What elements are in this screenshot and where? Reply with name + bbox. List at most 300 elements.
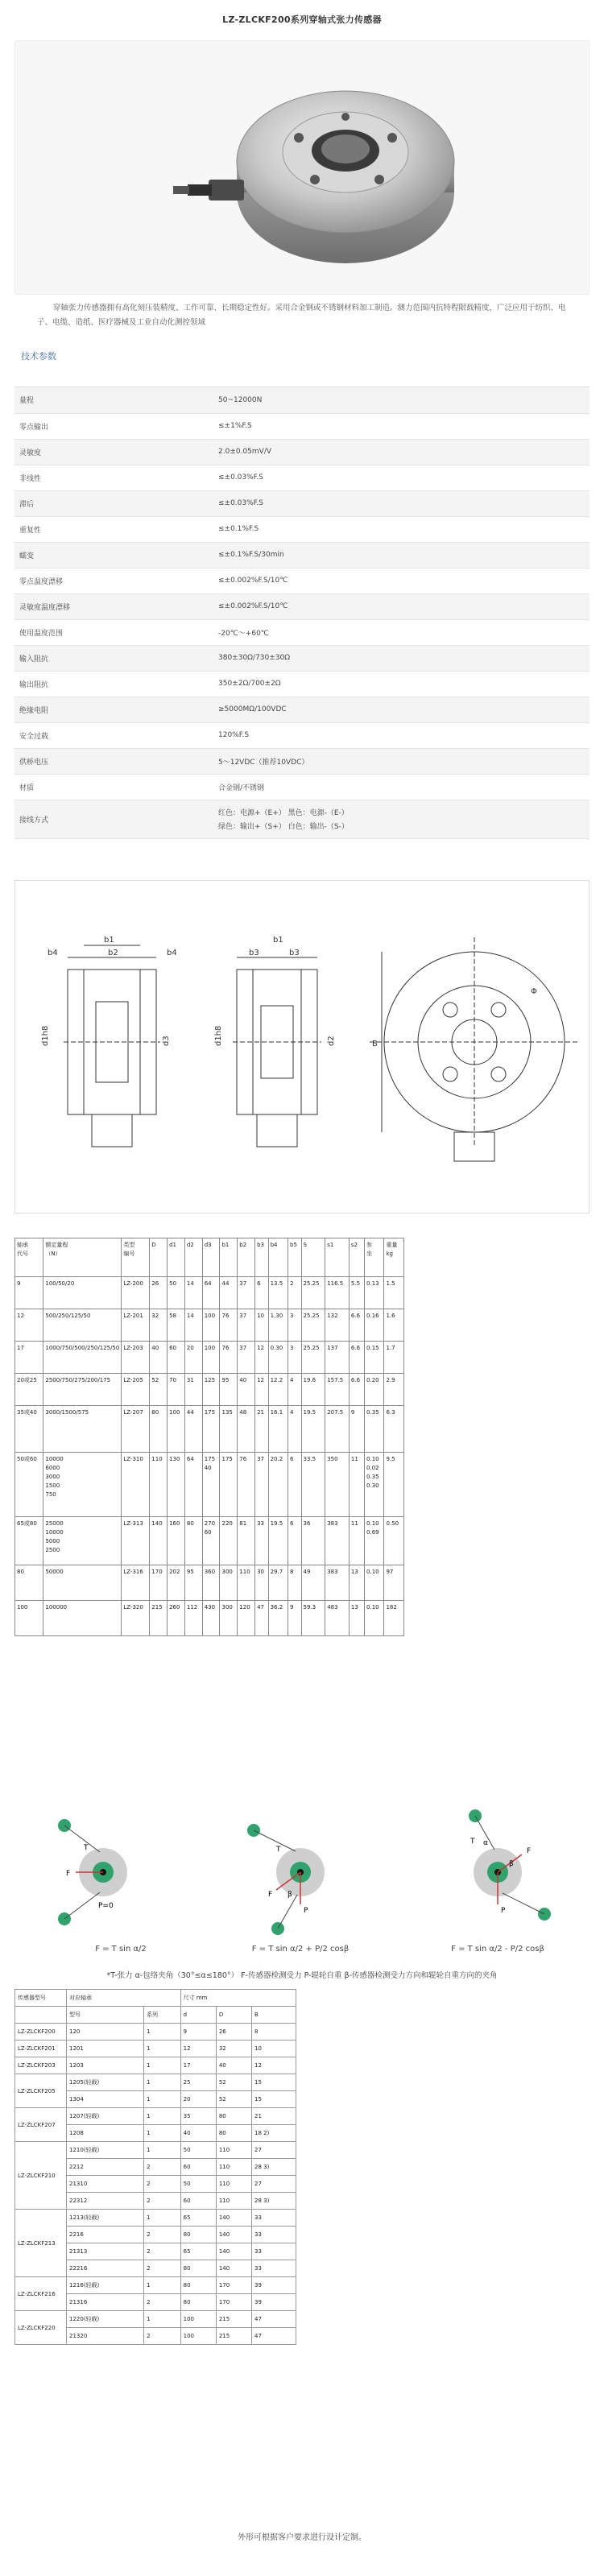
models-cell: 1213(轻载) xyxy=(67,2210,144,2227)
dims-cell: 36 xyxy=(301,1517,325,1565)
spec-row xyxy=(14,490,590,516)
dims-cell: 1.7 xyxy=(384,1342,404,1374)
models-cell: 2 xyxy=(144,2294,181,2311)
dims-cell: 202 xyxy=(168,1565,185,1601)
dims-cell: LZ-203 xyxy=(122,1342,150,1374)
dims-cell: 130 xyxy=(168,1453,185,1517)
dims-cell: 31 xyxy=(184,1374,202,1406)
models-subheader-cell: B xyxy=(252,2007,296,2024)
dims-cell: 95 xyxy=(220,1374,238,1406)
dims-cell: 6.3 xyxy=(384,1406,404,1453)
spec-row xyxy=(14,413,590,439)
models-cell: 140 xyxy=(216,2210,251,2227)
spec-label: 接线方式 xyxy=(14,800,213,838)
dims-cell: 76 xyxy=(238,1453,255,1517)
dims-cell: 65或80 xyxy=(15,1517,43,1565)
dims-cell: 13 xyxy=(349,1601,364,1636)
models-cell: 18 2) xyxy=(252,2125,296,2142)
dim-d1h8-left: d1h8 xyxy=(41,1025,50,1046)
force-caption-2: F = T sin α/2 + P/2 cosβ xyxy=(251,1945,350,1954)
dims-header-cell: d3 xyxy=(202,1238,220,1277)
models-cell: 110 xyxy=(216,2142,251,2159)
models-cell: 170 xyxy=(216,2294,251,2311)
models-cell: 33 xyxy=(252,2210,296,2227)
models-cell: 15 xyxy=(252,2074,296,2091)
dims-cell: 0.16 xyxy=(365,1309,384,1342)
footer-note: 外形可根据客户要求进行设计定制。 xyxy=(238,2533,366,2542)
dims-cell: 58 xyxy=(168,1309,185,1342)
dim-B: B xyxy=(372,1040,378,1048)
dims-cell: 500/250/125/50 xyxy=(43,1309,122,1342)
dims-cell: 175 xyxy=(220,1453,238,1517)
dims-cell: 0.30 xyxy=(268,1342,288,1374)
spec-label: 安全过载 xyxy=(14,722,213,748)
dims-cell: 32 xyxy=(150,1309,168,1342)
dims-cell: 100 xyxy=(202,1342,220,1374)
dims-cell: 2 xyxy=(288,1277,301,1309)
dim-b3-b: b3 xyxy=(289,949,300,957)
dims-cell: 100/50/20 xyxy=(43,1277,122,1309)
dimension-drawing xyxy=(14,880,590,1214)
models-cell: 1 xyxy=(144,2091,181,2108)
models-cell: 21313 xyxy=(67,2243,144,2260)
dims-cell: 80 xyxy=(15,1565,43,1601)
dim-b1-left: b1 xyxy=(104,936,114,945)
dims-row xyxy=(15,1565,404,1601)
dims-cell: 207.5 xyxy=(325,1406,350,1453)
dims-cell: 29.7 xyxy=(268,1565,288,1601)
dims-cell: 0.10 xyxy=(365,1565,384,1601)
models-cell: 1 xyxy=(144,2108,181,2125)
spec-value: 2.0±0.05mV/V xyxy=(213,439,590,465)
models-cell: 1216(轻载) xyxy=(67,2277,144,2294)
models-cell: 21320 xyxy=(67,2328,144,2345)
spec-value: ≤±0.03%F.S xyxy=(213,490,590,516)
dims-cell: 2.9 xyxy=(384,1374,404,1406)
dims-cell: 40 xyxy=(238,1374,255,1406)
dims-cell: 175 40 xyxy=(202,1453,220,1517)
models-cell: 40 xyxy=(216,2057,251,2074)
spec-value: ≤±0.03%F.S xyxy=(213,465,590,490)
spec-value: -20℃～+60℃ xyxy=(213,619,590,645)
spec-row xyxy=(14,568,590,593)
dims-cell: 12.2 xyxy=(268,1374,288,1406)
dims-cell: 120 xyxy=(238,1601,255,1636)
dims-cell: 11 xyxy=(349,1453,364,1517)
models-cell: 27 xyxy=(252,2142,296,2159)
dims-cell: 10000 6000 3000 1500 750 xyxy=(43,1453,122,1517)
dims-cell: 0.10 0.02 0.35 0.30 xyxy=(365,1453,384,1517)
dims-cell: 13 xyxy=(349,1565,364,1601)
models-row xyxy=(15,2074,296,2091)
models-cell: 17 xyxy=(180,2057,216,2074)
models-cell: 65 xyxy=(180,2210,216,2227)
dims-cell: 35或40 xyxy=(15,1406,43,1453)
dims-cell: 260 xyxy=(168,1601,185,1636)
models-cell: 2 xyxy=(144,2227,181,2243)
dims-cell: 110 xyxy=(238,1565,255,1601)
dim-d3: d3 xyxy=(162,1036,171,1046)
dims-cell: 26 xyxy=(150,1277,168,1309)
models-sensor-cell: LZ-ZLCKF203 xyxy=(15,2057,67,2074)
dims-cell: 37 xyxy=(238,1342,255,1374)
spec-value: ≤±1%F.S xyxy=(213,413,590,439)
dims-cell: 383 xyxy=(325,1565,350,1601)
models-cell: 1207(轻载) xyxy=(67,2108,144,2125)
model-table xyxy=(14,1989,296,2345)
dims-header-cell: b4 xyxy=(268,1238,288,1277)
dims-row xyxy=(15,1309,404,1342)
models-cell: 1 xyxy=(144,2125,181,2142)
dims-cell: 64 xyxy=(202,1277,220,1309)
dims-row xyxy=(15,1453,404,1517)
models-subheader-cell: D xyxy=(216,2007,251,2024)
dims-row xyxy=(15,1406,404,1453)
spec-label: 非线性 xyxy=(14,465,213,490)
models-cell: 47 xyxy=(252,2311,296,2328)
spec-label: 使用温度范围 xyxy=(14,619,213,645)
dims-header-cell: 轴承 代号 xyxy=(15,1238,43,1277)
spec-row xyxy=(14,722,590,748)
models-cell: 140 xyxy=(216,2227,251,2243)
dims-cell: 0.13 xyxy=(365,1277,384,1309)
dims-cell: 300 xyxy=(220,1601,238,1636)
models-row xyxy=(15,2057,296,2074)
spec-row xyxy=(14,800,590,838)
dims-cell: 9 xyxy=(349,1406,364,1453)
models-cell: 47 xyxy=(252,2328,296,2345)
models-cell: 2 xyxy=(144,2176,181,2193)
dims-cell: 3 xyxy=(288,1342,301,1374)
dims-cell: 8 xyxy=(288,1565,301,1601)
dims-cell: 14 xyxy=(184,1277,202,1309)
spec-row xyxy=(14,697,590,722)
models-cell: 1 xyxy=(144,2210,181,2227)
models-cell: 140 xyxy=(216,2243,251,2260)
fd2-t: T xyxy=(276,1846,281,1854)
dims-header-cell: b2 xyxy=(238,1238,255,1277)
dims-header-cell: 参 坐 xyxy=(365,1238,384,1277)
dims-cell: 49 xyxy=(301,1565,325,1601)
models-row xyxy=(15,2024,296,2041)
dims-cell: 6 xyxy=(288,1453,301,1517)
models-cell: 26 xyxy=(216,2024,251,2041)
models-cell: 65 xyxy=(180,2243,216,2260)
dims-cell: 182 xyxy=(384,1601,404,1636)
models-cell: 10 xyxy=(252,2041,296,2057)
models-sensor-cell: LZ-ZLCKF213 xyxy=(15,2210,67,2277)
models-cell: 52 xyxy=(216,2074,251,2091)
models-cell: 1 xyxy=(144,2024,181,2041)
spec-label: 重复性 xyxy=(14,516,213,542)
dims-header-cell: 重量 kg xyxy=(384,1238,404,1277)
dims-cell: 9 xyxy=(288,1601,301,1636)
models-cell: 2 xyxy=(144,2260,181,2277)
dims-cell: 0.35 xyxy=(365,1406,384,1453)
dims-cell: 76 xyxy=(220,1309,238,1342)
dims-cell: 19.5 xyxy=(268,1517,288,1565)
models-cell: 12 xyxy=(252,2057,296,2074)
models-cell: 110 xyxy=(216,2176,251,2193)
dims-cell: 36.2 xyxy=(268,1601,288,1636)
models-cell: 2 xyxy=(144,2243,181,2260)
dims-header-cell: 类型 编号 xyxy=(122,1238,150,1277)
dims-cell: 59.3 xyxy=(301,1601,325,1636)
models-cell: 1 xyxy=(144,2277,181,2294)
dims-row xyxy=(15,1374,404,1406)
models-subheader-cell xyxy=(15,2007,67,2024)
dims-cell: 2500/750/275/200/175 xyxy=(43,1374,122,1406)
models-sensor-cell: LZ-ZLCKF201 xyxy=(15,2041,67,2057)
dim-b2: b2 xyxy=(108,949,118,957)
dims-cell: 50000 xyxy=(43,1565,122,1601)
dims-cell: 6 xyxy=(255,1277,269,1309)
dims-cell: 360 xyxy=(202,1565,220,1601)
models-cell: 35 xyxy=(180,2108,216,2125)
dims-cell: 14 xyxy=(184,1309,202,1342)
dimension-table xyxy=(14,1238,404,1636)
dims-cell: LZ-316 xyxy=(122,1565,150,1601)
dims-cell: LZ-207 xyxy=(122,1406,150,1453)
dims-cell: 6 xyxy=(288,1517,301,1565)
models-header xyxy=(15,1990,296,2007)
dims-cell: 9 xyxy=(15,1277,43,1309)
spec-value: 合金钢/不锈钢 xyxy=(213,774,590,800)
models-header-cell: 尺寸 mm xyxy=(180,1990,296,2007)
dims-cell: 483 xyxy=(325,1601,350,1636)
spec-label: 绝缘电阻 xyxy=(14,697,213,722)
models-cell: 2 xyxy=(144,2159,181,2176)
models-cell: 110 xyxy=(216,2193,251,2210)
spec-value: ≤±0.1%F.S/30min xyxy=(213,542,590,568)
dims-cell: 81 xyxy=(238,1517,255,1565)
dims-cell: 20.2 xyxy=(268,1453,288,1517)
models-cell: 1 xyxy=(144,2057,181,2074)
fd1-f: F xyxy=(66,1870,71,1878)
dims-cell: LZ-205 xyxy=(122,1374,150,1406)
models-cell: 33 xyxy=(252,2243,296,2260)
models-cell: 39 xyxy=(252,2277,296,2294)
dims-cell: 37 xyxy=(255,1453,269,1517)
tab-specs[interactable]: 技术参数 xyxy=(21,351,56,362)
dims-cell: 350 xyxy=(325,1453,350,1517)
models-cell: 32 xyxy=(216,2041,251,2057)
dims-cell: 215 xyxy=(150,1601,168,1636)
dims-cell: 0.50 xyxy=(384,1517,404,1565)
dims-cell: 80 xyxy=(184,1517,202,1565)
dims-header-cell: 额定量程 （N） xyxy=(43,1238,122,1277)
dims-cell: 50 xyxy=(168,1277,185,1309)
product-description: 穿轴张力传感器拥有高化刻压装精度、工作可靠、长期稳定性好。采用合金钢或不锈钢材料加工制造。测力范围内抗特程限载精度，广泛应用于纺织、电子、电缆、造纸、医疗器械及工业自动化测控领域 xyxy=(37,304,566,327)
models-cell: 2212 xyxy=(67,2159,144,2176)
models-cell: 80 xyxy=(180,2294,216,2311)
models-cell: 1205(轻载) xyxy=(67,2074,144,2091)
spec-label: 滞后 xyxy=(14,490,213,516)
spec-row xyxy=(14,748,590,774)
dims-cell: 100 xyxy=(15,1601,43,1636)
spec-value: 50~12000N xyxy=(213,387,590,413)
fd3-p: P xyxy=(501,1907,506,1915)
dims-cell: 12 xyxy=(255,1374,269,1406)
dims-cell: 430 xyxy=(202,1601,220,1636)
models-cell: 80 xyxy=(216,2125,251,2142)
fd3-f: F xyxy=(527,1847,532,1855)
models-cell: 2 xyxy=(144,2328,181,2345)
dims-cell: 100000 xyxy=(43,1601,122,1636)
dims-cell: 112 xyxy=(184,1601,202,1636)
models-cell: 1208 xyxy=(67,2125,144,2142)
dims-cell: 0.10 0.69 xyxy=(365,1517,384,1565)
models-cell: 33 xyxy=(252,2227,296,2243)
spec-label: 输出阻抗 xyxy=(14,671,213,697)
models-subheader-cell: 型号 xyxy=(67,2007,144,2024)
dims-cell: 33.5 xyxy=(301,1453,325,1517)
fd2-p: P xyxy=(304,1907,308,1915)
models-cell: 25 xyxy=(180,2074,216,2091)
dims-cell: 20或25 xyxy=(15,1374,43,1406)
models-cell: 1 xyxy=(144,2142,181,2159)
dims-cell: 135 xyxy=(220,1406,238,1453)
models-cell: 21 xyxy=(252,2108,296,2125)
models-cell: 140 xyxy=(216,2260,251,2277)
models-cell: 100 xyxy=(180,2311,216,2328)
dims-cell: 270 60 xyxy=(202,1517,220,1565)
models-cell: 1 xyxy=(144,2041,181,2057)
models-cell: 39 xyxy=(252,2294,296,2311)
spec-value: 350±2Ω/700±2Ω xyxy=(213,671,590,697)
dims-header-cell: s1 xyxy=(325,1238,350,1277)
models-sensor-cell: LZ-ZLCKF207 xyxy=(15,2108,67,2142)
dim-d1h8-mid: d1h8 xyxy=(214,1025,223,1046)
spec-value-line: 红色：电源+（E+） 黑色：电源-（E-） xyxy=(218,809,349,817)
dims-header-cell: b1 xyxy=(220,1238,238,1277)
models-subheader-cell: 系列 xyxy=(144,2007,181,2024)
page-title: LZ-ZLCKF200系列穿轴式张力传感器 xyxy=(222,14,382,25)
specs-table xyxy=(14,387,590,839)
models-cell: 60 xyxy=(180,2193,216,2210)
dims-cell: 25.25 xyxy=(301,1309,325,1342)
models-cell: 1304 xyxy=(67,2091,144,2108)
models-cell: 2216 xyxy=(67,2227,144,2243)
spec-row xyxy=(14,774,590,800)
dims-cell: 4 xyxy=(288,1374,301,1406)
models-row xyxy=(15,2108,296,2125)
models-cell: 21310 xyxy=(67,2176,144,2193)
models-cell: 9 xyxy=(180,2024,216,2041)
dims-cell: 1.30 xyxy=(268,1309,288,1342)
spec-row xyxy=(14,619,590,645)
models-cell: 50 xyxy=(180,2142,216,2159)
dims-cell: 12 xyxy=(15,1309,43,1342)
models-cell: 2 xyxy=(144,2193,181,2210)
models-cell: 20 xyxy=(180,2091,216,2108)
dims-cell: 21 xyxy=(255,1406,269,1453)
dims-cell: 95 xyxy=(184,1565,202,1601)
spec-row xyxy=(14,542,590,568)
dims-cell: 116.5 xyxy=(325,1277,350,1309)
models-cell: 22312 xyxy=(67,2193,144,2210)
dims-cell: 19.6 xyxy=(301,1374,325,1406)
dims-header-cell: s2 xyxy=(349,1238,364,1277)
force-caption-1: F = T sin α/2 xyxy=(95,1945,147,1954)
models-row xyxy=(15,2277,296,2294)
dims-cell: 17 xyxy=(15,1342,43,1374)
models-cell: 8 xyxy=(252,2024,296,2041)
dims-row xyxy=(15,1517,404,1565)
models-cell: 1220(轻载) xyxy=(67,2311,144,2328)
models-cell: 80 xyxy=(216,2108,251,2125)
dims-header-cell: S xyxy=(301,1238,325,1277)
force-diagrams xyxy=(14,1808,590,1980)
dims-cell: 100 xyxy=(168,1406,185,1453)
dims-cell: LZ-200 xyxy=(122,1277,150,1309)
dims-cell: 1.5 xyxy=(384,1277,404,1309)
models-cell: 21316 xyxy=(67,2294,144,2311)
dims-cell: 25000 10000 5000 2500 xyxy=(43,1517,122,1565)
dims-header-cell: b3 xyxy=(255,1238,269,1277)
dims-cell: 0.15 xyxy=(365,1342,384,1374)
spec-row xyxy=(14,516,590,542)
dims-cell: LZ-313 xyxy=(122,1517,150,1565)
spec-value-line: 绿色：输出+（S+） 白色：输出-（S-） xyxy=(218,823,349,831)
dims-cell: 47 xyxy=(255,1601,269,1636)
models-cell: 40 xyxy=(180,2125,216,2142)
dims-cell: 170 xyxy=(150,1565,168,1601)
dims-cell: 37 xyxy=(238,1277,255,1309)
dims-cell: 3000/1500/575 xyxy=(43,1406,122,1453)
dims-cell: 76 xyxy=(220,1342,238,1374)
spec-value: 380±30Ω/730±30Ω xyxy=(213,645,590,671)
models-cell: 15 xyxy=(252,2091,296,2108)
models-sensor-cell: LZ-ZLCKF210 xyxy=(15,2142,67,2210)
dims-cell: 97 xyxy=(384,1565,404,1601)
models-cell: 80 xyxy=(180,2277,216,2294)
spec-label: 量程 xyxy=(14,387,213,413)
dims-cell: 40 xyxy=(150,1342,168,1374)
spec-row xyxy=(14,387,590,413)
models-cell: 80 xyxy=(180,2260,216,2277)
fd2-b: β xyxy=(288,1891,292,1899)
dims-header-cell: d2 xyxy=(184,1238,202,1277)
dims-cell: 19.5 xyxy=(301,1406,325,1453)
dims-row xyxy=(15,1342,404,1374)
spec-row xyxy=(14,465,590,490)
models-subheader xyxy=(15,2007,296,2024)
spec-label: 灵敏度 xyxy=(14,439,213,465)
models-cell: 1 xyxy=(144,2074,181,2091)
dims-cell: 160 xyxy=(168,1517,185,1565)
dims-cell: 70 xyxy=(168,1374,185,1406)
fd3-b: β xyxy=(509,1860,514,1868)
models-header-cell: 传感器型号 xyxy=(15,1990,67,2007)
models-cell: 1201 xyxy=(67,2041,144,2057)
models-row xyxy=(15,2210,296,2227)
dims-cell: 383 xyxy=(325,1517,350,1565)
models-row xyxy=(15,2142,296,2159)
spec-label: 蠕变 xyxy=(14,542,213,568)
dims-cell: 50或60 xyxy=(15,1453,43,1517)
dims-cell: 48 xyxy=(238,1406,255,1453)
dims-cell: LZ-320 xyxy=(122,1601,150,1636)
dims-cell: 125 xyxy=(202,1374,220,1406)
spec-value: ≤±0.1%F.S xyxy=(213,516,590,542)
dim-b3-a: b3 xyxy=(249,949,259,957)
spec-value: ≤±0.002%F.S/10℃ xyxy=(213,568,590,593)
spec-row xyxy=(14,439,590,465)
models-cell: 28 3) xyxy=(252,2193,296,2210)
dims-cell: 13.5 xyxy=(268,1277,288,1309)
dims-cell: 137 xyxy=(325,1342,350,1374)
